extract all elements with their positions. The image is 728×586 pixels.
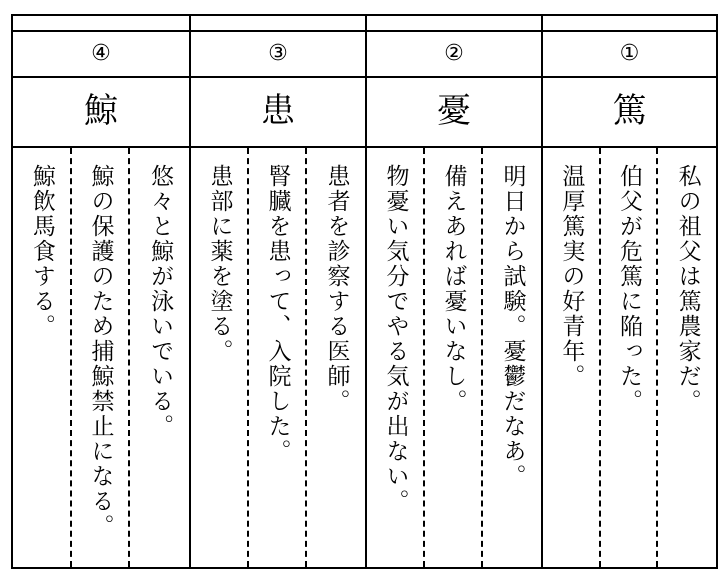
kanji-cell [367,76,541,148]
sentence-line [249,148,307,567]
column-number: ① [619,41,640,66]
column-kanji: 鯨 [84,91,118,131]
sentence-line [367,148,425,567]
sentence-line [601,148,659,567]
sentence-line [425,148,483,567]
number-cell [543,30,716,78]
example-sentence: 明日から試験。憂鬱だなあ。 [499,164,526,489]
example-sentence: 腎臓を患って、入院した。 [264,164,291,464]
example-sentence: 鯨の保護のため捕鯨禁止になる。 [87,164,114,539]
column-kanji: 患 [261,91,295,131]
sentence-line [130,148,189,567]
number-cell [191,30,365,78]
kanji-cell [191,76,365,148]
sentence-line [307,148,365,567]
column-3 [189,16,365,567]
example-sentence: 物憂い気分でやる気が出ない。 [382,164,409,514]
sentence-line [72,148,131,567]
sentence-area [367,148,541,567]
example-sentence: 私の祖父は篤農家だ。 [674,164,701,414]
sentence-line [191,148,249,567]
column-number: ② [444,41,464,66]
column-kanji: 篤 [612,91,647,131]
example-sentence: 悠々と鯨が泳いでいる。 [147,164,174,439]
example-sentence: 患部に薬を塗る。 [206,164,233,364]
column-1 [541,16,716,567]
column-number: ③ [268,41,288,66]
example-sentence: 患者を診察する医師。 [323,164,350,414]
column-kanji: 憂 [437,91,471,131]
sentence-line [483,148,541,567]
kanji-cell [13,76,189,148]
sentence-area [543,148,716,567]
kanji-worksheet [11,14,718,569]
example-sentence: 温厚篤実の好青年。 [558,164,585,389]
column-number: ④ [91,41,111,66]
example-sentence: 鯨飲馬食する。 [28,164,55,339]
sentence-line [658,148,716,567]
example-sentence: 伯父が危篤に陥った。 [616,164,643,414]
column-2 [365,16,541,567]
sentence-area [191,148,365,567]
sentence-area [13,148,189,567]
kanji-cell [543,76,716,148]
number-cell [13,30,189,78]
sentence-line [13,148,72,567]
example-sentence: 備えあれば憂いなし。 [440,164,467,414]
column-4 [13,16,189,567]
sentence-line [543,148,601,567]
number-cell [367,30,541,78]
